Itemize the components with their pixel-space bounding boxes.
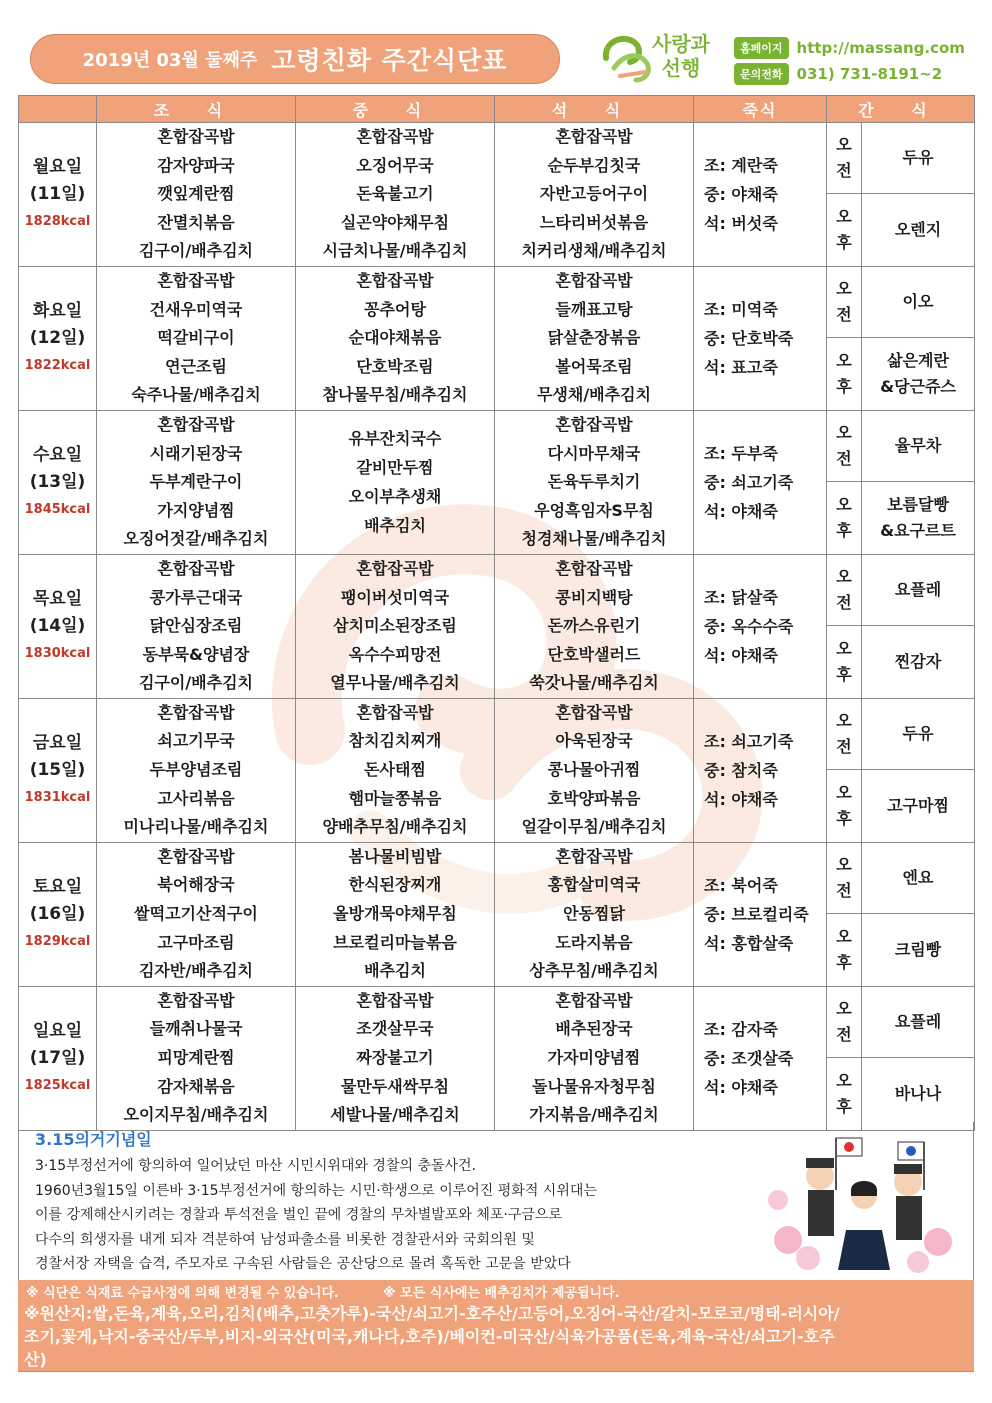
day-label-cell xyxy=(19,554,97,698)
header-porridge: 죽식 xyxy=(694,96,827,123)
porridge-item: 중: 참치죽 xyxy=(704,760,778,780)
breakfast-cell xyxy=(97,842,296,986)
header-breakfast: 조 식 xyxy=(97,96,296,123)
porridge-item: 조: 미역죽 xyxy=(704,299,778,319)
am-label: 오 전 xyxy=(827,410,862,481)
menu-item: 혼합잡곡밥 xyxy=(157,990,235,1010)
menu-item: 두부계란구이 xyxy=(149,472,243,492)
dinner-cell xyxy=(495,266,694,410)
menu-item: 세발나물/배추김치 xyxy=(330,1105,460,1125)
protest-illustration-icon xyxy=(758,1130,963,1278)
phone-row xyxy=(734,62,965,86)
notice-line: 1960년3월15일 이른바 3·15부정선거에 항의하는 시민·학생으로 이루어진 평화적 시위대는 xyxy=(35,1182,597,1199)
menu-item: 아욱된장국 xyxy=(555,731,633,751)
menu-item: 돌나물유자청무침 xyxy=(532,1076,656,1096)
menu-item: 무생채/배추김치 xyxy=(536,385,652,405)
menu-item: 팽이버섯미역국 xyxy=(340,587,450,607)
lunch-cell xyxy=(296,554,495,698)
menu-item: 돈까스유린기 xyxy=(547,616,641,636)
porridge-item: 석: 야채죽 xyxy=(704,501,778,521)
menu-item: 혼합잡곡밥 xyxy=(555,127,633,146)
menu-item: 돈사태찜 xyxy=(364,760,426,780)
menu-item: 청경채나물/배추김치 xyxy=(521,529,667,549)
menu-item: 김구이/배추김치 xyxy=(138,673,254,693)
menu-item: 시래기된장국 xyxy=(149,443,243,463)
day-kcal: 1822kcal xyxy=(24,357,91,373)
menu-item: 옥수수피망전 xyxy=(348,644,442,664)
lunch-cell xyxy=(296,698,495,842)
menu-item: 고사리볶음 xyxy=(157,788,235,808)
menu-item: 건새우미역국 xyxy=(149,299,243,319)
title-banner xyxy=(30,34,560,84)
porridge-item: 석: 표고죽 xyxy=(704,357,778,377)
porridge-item: 중: 쇠고기죽 xyxy=(704,472,794,492)
menu-item: 시금치나물/배추김치 xyxy=(322,241,468,261)
origin-line: ※원산지:쌀,돈육,계육,오리,김치(배추,고춧가루)-국산/쇠고기-호주산/고등어,오징어-국산/갈치-모로코/명태-러시아/ xyxy=(24,1304,840,1323)
menu-item: 실곤약야채무침 xyxy=(340,212,450,232)
day-row xyxy=(19,266,975,337)
dinner-cell xyxy=(495,554,694,698)
snack-pm: 오렌지 xyxy=(862,194,975,267)
lunch-cell xyxy=(296,410,495,554)
porridge-item: 조: 두부죽 xyxy=(704,443,778,463)
menu-item: 혼합잡곡밥 xyxy=(157,127,235,146)
day-name: 금요일 xyxy=(32,732,83,753)
day-name: 화요일 xyxy=(32,300,83,321)
menu-item: 쑥갓나물/배추김치 xyxy=(529,673,659,693)
snack-pm: 삶은계란 &당근쥬스 xyxy=(862,338,975,411)
menu-item: 혼합잡곡밥 xyxy=(157,846,235,866)
day-kcal: 1829kcal xyxy=(24,933,91,949)
day-kcal: 1831kcal xyxy=(24,789,91,805)
header-row xyxy=(19,96,975,123)
menu-item: 볼어묵조림 xyxy=(555,356,633,376)
day-label-cell xyxy=(19,842,97,986)
menu-item: 고구마조림 xyxy=(157,932,235,952)
menu-item: 쇠고기무국 xyxy=(157,731,235,751)
pm-label: 오 후 xyxy=(827,770,862,843)
notice-line: 경찰서장 자택을 습격, 주모자로 구속된 사람들은 공산당으로 몰려 혹독한 고문을 받았다 xyxy=(35,1256,571,1272)
menu-item: 브로컬리마늘볶음 xyxy=(333,932,457,952)
menu-item: 혼합잡곡밥 xyxy=(555,414,633,434)
day-label-cell xyxy=(19,123,97,267)
menu-item: 순대야채볶음 xyxy=(348,328,442,348)
day-label-cell xyxy=(19,266,97,410)
menu-title: 고령친화 주간식단표 xyxy=(271,46,508,75)
dinner-cell xyxy=(495,410,694,554)
menu-item: 양배추무침/배추김치 xyxy=(322,817,468,837)
porridge-item: 조: 쇠고기죽 xyxy=(704,731,794,751)
breakfast-cell xyxy=(97,554,296,698)
menu-item: 피망계란찜 xyxy=(157,1048,235,1067)
menu-item: 들깨취나물국 xyxy=(149,1019,243,1039)
day-kcal: 1828kcal xyxy=(24,213,91,229)
menu-item: 자반고등어구이 xyxy=(539,184,649,204)
day-row xyxy=(19,410,975,481)
menu-item: 오징어무국 xyxy=(356,155,434,175)
snack-pm: 고구마찜 xyxy=(862,770,975,843)
snack-am: 두유 xyxy=(862,123,975,194)
menu-item: 햄마늘쫑볶음 xyxy=(348,788,442,808)
day-kcal: 1845kcal xyxy=(24,501,91,517)
menu-item: 혼합잡곡밥 xyxy=(157,702,235,722)
menu-item: 조갯살무국 xyxy=(356,1019,434,1039)
menu-item: 김구이/배추김치 xyxy=(138,241,254,261)
menu-item: 단호박샐러드 xyxy=(547,644,641,664)
breakfast-cell xyxy=(97,410,296,554)
pm-label: 오 후 xyxy=(827,338,862,411)
menu-item: 쌀떡고기산적구이 xyxy=(134,904,258,924)
porridge-item: 중: 단호박죽 xyxy=(704,328,794,348)
day-kcal: 1825kcal xyxy=(24,1077,91,1093)
day-label-cell xyxy=(19,410,97,554)
origin-info xyxy=(18,1302,974,1372)
header-lunch: 중 식 xyxy=(296,96,495,123)
logo-wordmark xyxy=(652,32,710,80)
menu-item: 안동찜닭 xyxy=(563,904,625,924)
menu-item: 혼합잡곡밥 xyxy=(356,127,434,146)
menu-item: 혼합잡곡밥 xyxy=(356,990,434,1010)
lunch-cell xyxy=(296,986,495,1130)
menu-item: 미나리나물/배추김치 xyxy=(123,817,269,837)
menu-item: 혼합잡곡밥 xyxy=(356,702,434,722)
menu-item: 상추무침/배추김치 xyxy=(529,961,659,981)
day-name: 토요일 xyxy=(32,876,83,897)
menu-item: 혼합잡곡밥 xyxy=(157,414,235,434)
am-label: 오 전 xyxy=(827,986,862,1057)
day-row xyxy=(19,123,975,194)
lunch-cell xyxy=(296,123,495,267)
day-name: 일요일 xyxy=(32,1020,83,1041)
menu-item: 콩가루근대국 xyxy=(149,587,243,607)
origin-line: 조기,꽃게,낙지-중국산/두부,비지-외국산(미국,캐나다,호주)/베이컨-미국산/식육가공품(돈육,계육-국산/쇠고기-호주 xyxy=(24,1327,835,1346)
weekly-menu-table xyxy=(18,95,975,1131)
dinner-cell xyxy=(495,842,694,986)
menu-item: 김자반/배추김치 xyxy=(138,961,254,981)
porridge-cell xyxy=(694,554,827,698)
am-label: 오 전 xyxy=(827,266,862,337)
menu-item: 들깨표고탕 xyxy=(555,299,633,319)
menu-item: 배추된장국 xyxy=(555,1019,633,1039)
menu-item: 올방개묵야채무침 xyxy=(333,904,457,924)
day-date: (15일) xyxy=(29,759,86,780)
day-row xyxy=(19,698,975,769)
menu-item: 잔멸치볶음 xyxy=(157,212,235,232)
notice-body xyxy=(35,1154,747,1277)
menu-item: 유부잔치국수 xyxy=(348,429,442,449)
dinner-cell xyxy=(495,986,694,1130)
menu-item: 호박양파볶음 xyxy=(547,788,641,808)
pm-label: 오 후 xyxy=(827,482,862,555)
logo-line-1: 사랑과 xyxy=(652,32,710,56)
menu-item: 얼갈이무침/배추김치 xyxy=(521,817,667,837)
porridge-item: 석: 야채죽 xyxy=(704,645,778,665)
lunch-cell xyxy=(296,842,495,986)
porridge-item: 조: 닭살죽 xyxy=(704,587,778,607)
day-date: (13일) xyxy=(29,471,86,492)
menu-item: 돈육불고기 xyxy=(356,184,434,204)
am-label: 오 전 xyxy=(827,698,862,769)
menu-item: 혼합잡곡밥 xyxy=(356,270,434,290)
menu-item: 치커리생채/배추김치 xyxy=(521,241,667,261)
menu-item: 연근조림 xyxy=(165,356,227,376)
pm-label: 오 후 xyxy=(827,1058,862,1131)
menu-item: 봄나물비빔밥 xyxy=(348,846,442,866)
menu-item: 단호박조림 xyxy=(356,356,434,376)
menu-item: 한식된장찌개 xyxy=(348,875,442,895)
menu-item: 느타리버섯볶음 xyxy=(539,212,649,232)
am-label: 오 전 xyxy=(827,842,862,913)
snack-am: 율무차 xyxy=(862,410,975,481)
menu-item: 배추김치 xyxy=(364,516,426,536)
am-label: 오 전 xyxy=(827,123,862,194)
snack-am: 엔요 xyxy=(862,842,975,913)
menu-item: 꽁추어탕 xyxy=(364,299,426,319)
menu-item: 홍합살미역국 xyxy=(547,875,641,895)
porridge-item: 조: 북어죽 xyxy=(704,875,778,895)
porridge-item: 중: 조갯살죽 xyxy=(704,1048,794,1068)
notice-section xyxy=(18,1122,974,1280)
menu-item: 갈비만두찜 xyxy=(356,458,434,478)
header-dinner: 석 식 xyxy=(495,96,694,123)
day-date: (11일) xyxy=(29,183,86,204)
menu-item: 동부묵&양념장 xyxy=(142,644,250,664)
day-date: (14일) xyxy=(29,615,86,636)
dinner-cell xyxy=(495,698,694,842)
menu-item: 두부양념조림 xyxy=(149,760,243,780)
porridge-item: 중: 야채죽 xyxy=(704,184,778,204)
porridge-item: 석: 야채죽 xyxy=(704,1077,778,1097)
menu-item: 가지양념찜 xyxy=(157,500,235,520)
porridge-item: 석: 홍합살죽 xyxy=(704,933,794,953)
menu-item: 혼합잡곡밥 xyxy=(555,702,633,722)
dinner-cell xyxy=(495,123,694,267)
menu-item: 삼치미소된장조림 xyxy=(333,616,457,636)
menu-item: 열무나물/배추김치 xyxy=(330,673,460,693)
origin-line: 산) xyxy=(24,1350,47,1369)
breakfast-cell xyxy=(97,986,296,1130)
snack-pm: 바나나 xyxy=(862,1058,975,1131)
menu-item: 참치김치찌개 xyxy=(348,731,442,751)
day-date: (12일) xyxy=(29,327,86,348)
snack-pm: 보름달빵 &요구르트 xyxy=(862,482,975,555)
menu-item: 혼합잡곡밥 xyxy=(555,558,633,578)
snack-pm: 찐감자 xyxy=(862,626,975,699)
snack-pm: 크림빵 xyxy=(862,914,975,987)
menu-item: 오이부추생채 xyxy=(348,487,442,507)
pm-label: 오 후 xyxy=(827,194,862,267)
am-label: 오 전 xyxy=(827,554,862,625)
snack-am: 요플레 xyxy=(862,986,975,1057)
day-date: (16일) xyxy=(29,903,86,924)
menu-item: 닭살춘장볶음 xyxy=(547,328,641,348)
breakfast-cell xyxy=(97,123,296,267)
day-kcal: 1830kcal xyxy=(24,645,91,661)
logo-line-2: 선행 xyxy=(661,56,701,80)
menu-item: 가자미양념찜 xyxy=(547,1048,641,1067)
day-row xyxy=(19,986,975,1057)
day-row xyxy=(19,842,975,913)
menu-item: 다시마무채국 xyxy=(547,443,641,463)
menu-item: 감자양파국 xyxy=(157,155,235,175)
porridge-cell xyxy=(694,123,827,267)
header-snack: 간 식 xyxy=(827,96,975,123)
menu-item: 혼합잡곡밥 xyxy=(157,270,235,290)
menu-item: 닭안심장조림 xyxy=(149,616,243,636)
menu-item: 오이지무침/배추김치 xyxy=(123,1105,269,1125)
porridge-cell xyxy=(694,698,827,842)
menu-item: 돈육두루치기 xyxy=(547,472,641,492)
porridge-item: 석: 야채죽 xyxy=(704,789,778,809)
notice-line: 다수의 희생자를 내게 되자 격분하여 남성파출소를 비롯한 경찰관서와 국회의원 및 xyxy=(35,1231,535,1248)
menu-item: 가지볶음/배추김치 xyxy=(529,1105,659,1125)
porridge-cell xyxy=(694,986,827,1130)
day-label-cell xyxy=(19,986,97,1130)
notice-title: 3.15의거기념일 xyxy=(35,1130,152,1149)
footer-notes xyxy=(18,1280,974,1302)
lunch-cell xyxy=(296,266,495,410)
page-header xyxy=(0,0,992,95)
menu-item: 배추김치 xyxy=(364,961,426,981)
porridge-item: 중: 브로컬리죽 xyxy=(704,904,809,924)
day-date: (17일) xyxy=(29,1047,86,1068)
breakfast-cell xyxy=(97,266,296,410)
menu-item: 혼합잡곡밥 xyxy=(157,558,235,578)
menu-item: 깻잎계란찜 xyxy=(157,184,235,204)
day-row xyxy=(19,554,975,625)
menu-item: 혼합잡곡밥 xyxy=(555,990,633,1010)
kimchi-note: ※ 모든 식사에는 배추김치가 제공됩니다. xyxy=(382,1285,620,1301)
day-name: 수요일 xyxy=(32,444,83,465)
menu-item: 오징어젓갈/배추김치 xyxy=(123,529,269,549)
porridge-cell xyxy=(694,842,827,986)
pm-label: 오 후 xyxy=(827,914,862,987)
phone-number: 031) 731-8191~2 xyxy=(796,65,943,83)
snack-am: 요플레 xyxy=(862,554,975,625)
porridge-item: 조: 감자죽 xyxy=(704,1019,778,1039)
menu-item: 혼합잡곡밥 xyxy=(555,270,633,290)
menu-item: 숙주나물/배추김치 xyxy=(131,385,261,405)
menu-item: 참나물무침/배추김치 xyxy=(322,385,468,405)
homepage-label: 홈페이지 xyxy=(734,37,789,59)
menu-item: 도라지볶음 xyxy=(555,932,633,952)
contact-info xyxy=(734,36,965,88)
menu-item: 떡갈비구이 xyxy=(157,328,235,348)
breakfast-cell xyxy=(97,698,296,842)
notice-line: 이를 강제해산시키려는 경찰과 투석전을 벌인 끝에 경찰의 무차별발포와 체포·구금으로 xyxy=(35,1207,562,1223)
menu-item: 물만두새싹무침 xyxy=(340,1076,450,1096)
menu-date: 2019년 03월 둘째주 xyxy=(82,50,258,71)
day-name: 목요일 xyxy=(32,588,83,609)
menu-item: 콩비지백탕 xyxy=(555,587,633,607)
menu-change-note: ※ 식단은 식재료 수급사정에 의해 변경될 수 있습니다. xyxy=(26,1285,339,1301)
day-label-cell xyxy=(19,698,97,842)
menu-item: 짜장불고기 xyxy=(356,1048,434,1067)
menu-item: 콩나물아귀찜 xyxy=(547,760,641,780)
menu-item: 혼합잡곡밥 xyxy=(555,846,633,866)
notice-line: 3·15부정선거에 항의하여 일어났던 마산 시민시위대와 경찰의 충돌사건. xyxy=(35,1158,476,1174)
porridge-cell xyxy=(694,266,827,410)
homepage-link[interactable]: http://massang.com xyxy=(796,39,965,57)
homepage-row xyxy=(734,36,965,60)
porridge-item: 중: 옥수수죽 xyxy=(704,616,794,636)
pm-label: 오 후 xyxy=(827,626,862,699)
menu-item: 우엉흑임자S무침 xyxy=(534,500,654,520)
menu-item: 감자채볶음 xyxy=(157,1076,235,1096)
porridge-cell xyxy=(694,410,827,554)
menu-item: 혼합잡곡밥 xyxy=(356,558,434,578)
porridge-item: 석: 버섯죽 xyxy=(704,213,778,233)
day-name: 월요일 xyxy=(32,156,83,177)
menu-item: 순두부김칫국 xyxy=(547,155,641,175)
phone-label: 문의전화 xyxy=(734,63,789,85)
menu-item: 북어해장국 xyxy=(157,875,235,895)
header-day xyxy=(19,96,97,123)
porridge-item: 조: 계란죽 xyxy=(704,155,778,175)
snack-am: 이오 xyxy=(862,266,975,337)
snack-am: 두유 xyxy=(862,698,975,769)
